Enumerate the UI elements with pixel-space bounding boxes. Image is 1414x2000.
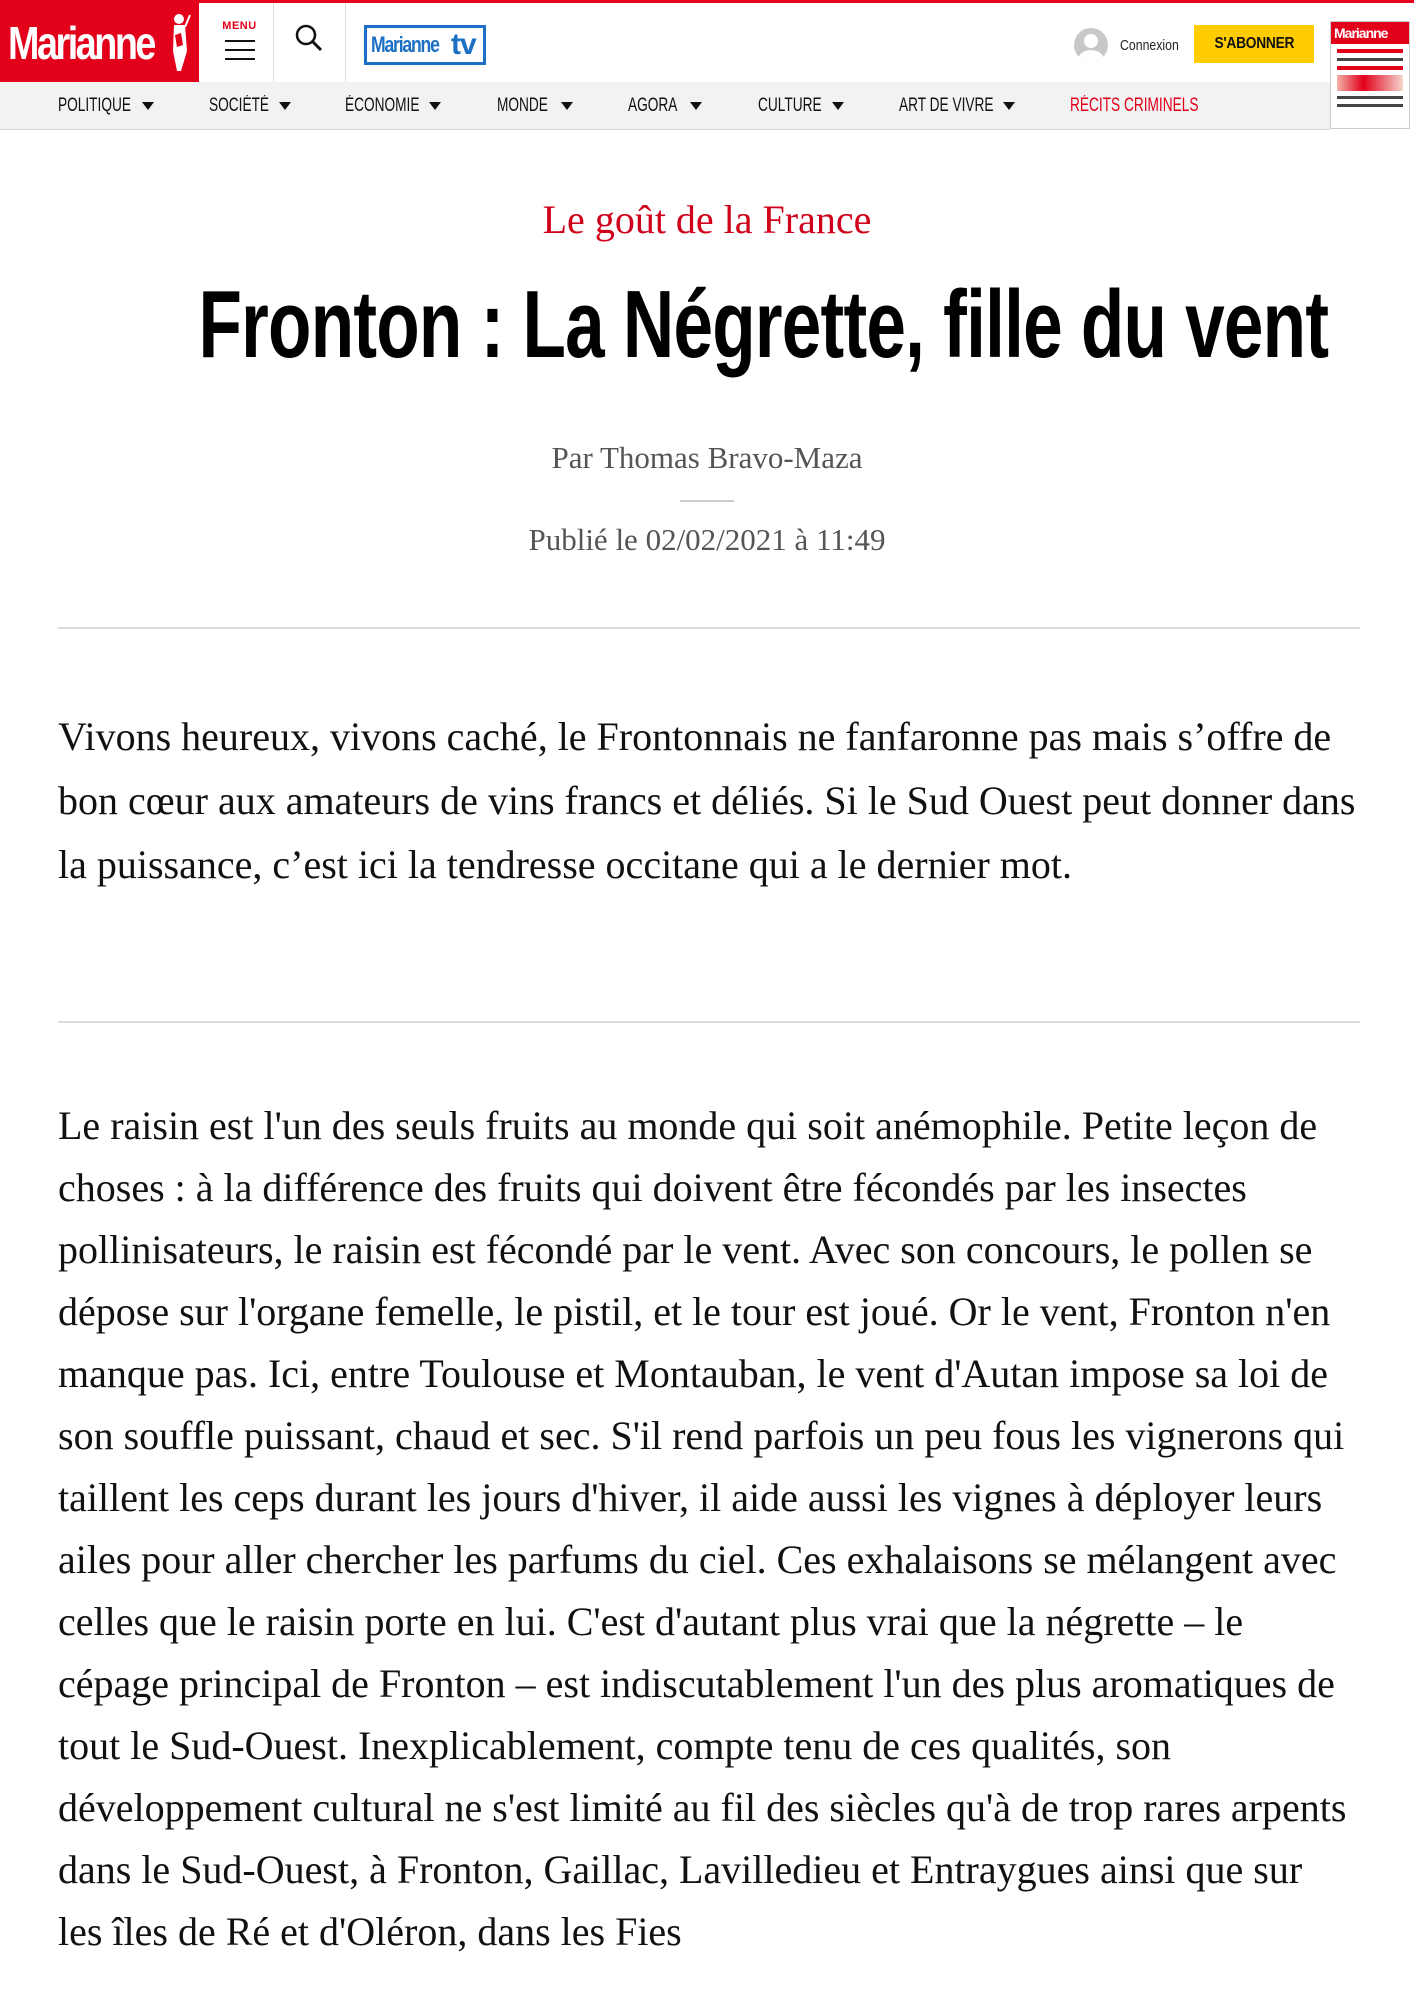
marianne-tv-link[interactable] <box>364 25 486 65</box>
publish-date: Publié le 02/02/2021 à 11:49 <box>528 522 886 557</box>
article-lead: Vivons heureux, vivons caché, le Frontonnais ne fanfaronne pas mais s’offre de bon cœur aux amateurs de vins francs et déliés. Si le Sud Ouest peut donner dans la puissance, c’est ici la tendresse occitane qui a le dernier mot. <box>58 714 1356 887</box>
nav-item-recits-criminels[interactable] <box>1070 82 1248 129</box>
subscribe-button[interactable] <box>1194 25 1314 63</box>
search-button[interactable] <box>274 3 346 82</box>
article-byline[interactable]: Par Thomas Bravo-Maza <box>551 440 863 475</box>
menu-button[interactable] <box>206 3 274 82</box>
nav-item-label: SOCIÉTÉ <box>209 94 270 116</box>
chevron-down-icon <box>279 102 291 110</box>
cover-line <box>1337 96 1403 99</box>
chevron-down-icon <box>429 102 441 110</box>
nav-item-agora[interactable] <box>628 82 697 129</box>
nav-item-societe[interactable] <box>209 82 292 129</box>
nav-item-label: AGORA <box>628 94 678 116</box>
nav-item-culture[interactable] <box>758 82 846 129</box>
user-avatar-icon <box>1074 28 1108 62</box>
chevron-down-icon <box>142 102 154 110</box>
chevron-down-icon <box>1003 102 1015 110</box>
tv-logo-main: Marianne <box>371 32 439 57</box>
site-header <box>0 0 1414 82</box>
tv-logo-suffix: tv <box>451 28 476 61</box>
nav-item-politique[interactable] <box>58 82 159 129</box>
search-icon <box>294 23 324 53</box>
subscribe-label: S'ABONNER <box>1214 35 1294 52</box>
nav-item-monde[interactable] <box>497 82 568 129</box>
nav-item-economie[interactable] <box>345 82 448 129</box>
nav-item-label: ÉCONOMIE <box>345 94 420 116</box>
login-link[interactable] <box>1074 25 1192 65</box>
article-title <box>0 270 1414 380</box>
article-title-text: Fronton : La Négrette, fille du vent <box>198 271 1329 378</box>
nav-item-label: ART DE VIVRE <box>899 94 994 116</box>
chevron-down-icon <box>690 102 702 110</box>
article-body-paragraph: Le raisin est l'un des seuls fruits au monde qui soit anémophile. Petite leçon de choses : à la différence des fruits qui doivent être fécondés par les insectes pollinisateurs, le raisin est fécondé par le vent. Avec son concours, le pollen se dépose sur l'organe femelle, le pistil, et le tour est joué. Or le vent, Fronton n'en manque pas. Ici, entre Toulouse et Montauban, le vent d'Autan impose sa loi de son souffle puissant, chaud et sec. S'il rend parfois un peu fous les vignerons qui taillent les ceps durant les jours d'hiver, il aide aussi les vignes à déployer leurs ailes pour aller chercher les parfums du ciel. Ces exhalaisons se mélangent avec celles que le raisin porte en lui. C'est d'autant plus vrai que la négrette – le cépage principal de Fronton – est indiscutablement l'un des plus aromatiques de tout le Sud-Ouest. Inexplicablement, compte tenu de ces qualités, son développement cultural ne s'est limité au fil des siècles qu'à de trop rares arpents dans le Sud-Ouest, à Fronton, Gaillac, Lavilledieu et Entraygues ainsi que sur les îles de Ré et d'Oléron, dans les Fies <box>58 1103 1347 1954</box>
nav-item-label: RÉCITS CRIMINELS <box>1070 94 1199 116</box>
magazine-mast: Marianne <box>1331 22 1409 44</box>
cover-line <box>1337 104 1403 107</box>
logo-wordmark: Marianne <box>8 16 154 69</box>
section-nav <box>0 82 1330 130</box>
cover-line <box>1337 49 1403 53</box>
chevron-down-icon <box>832 102 844 110</box>
nav-item-label: POLITIQUE <box>58 94 131 116</box>
cover-line <box>1337 66 1403 70</box>
divider <box>58 1021 1360 1023</box>
cover-image <box>1337 75 1403 91</box>
menu-label: MENU <box>222 20 257 32</box>
byline-divider <box>680 500 734 502</box>
divider <box>58 627 1360 629</box>
hamburger-icon <box>225 40 255 60</box>
marianne-figure-icon <box>165 11 191 73</box>
nav-item-label: MONDE <box>497 94 548 116</box>
magazine-cover-thumbnail[interactable] <box>1330 21 1410 129</box>
nav-item-art-de-vivre[interactable] <box>899 82 1030 129</box>
cover-line <box>1337 58 1403 61</box>
chevron-down-icon <box>561 102 573 110</box>
marianne-logo[interactable] <box>0 3 199 82</box>
nav-item-label: CULTURE <box>758 94 822 116</box>
login-label: Connexion <box>1120 36 1179 54</box>
article-kicker[interactable]: Le goût de la France <box>542 197 872 242</box>
